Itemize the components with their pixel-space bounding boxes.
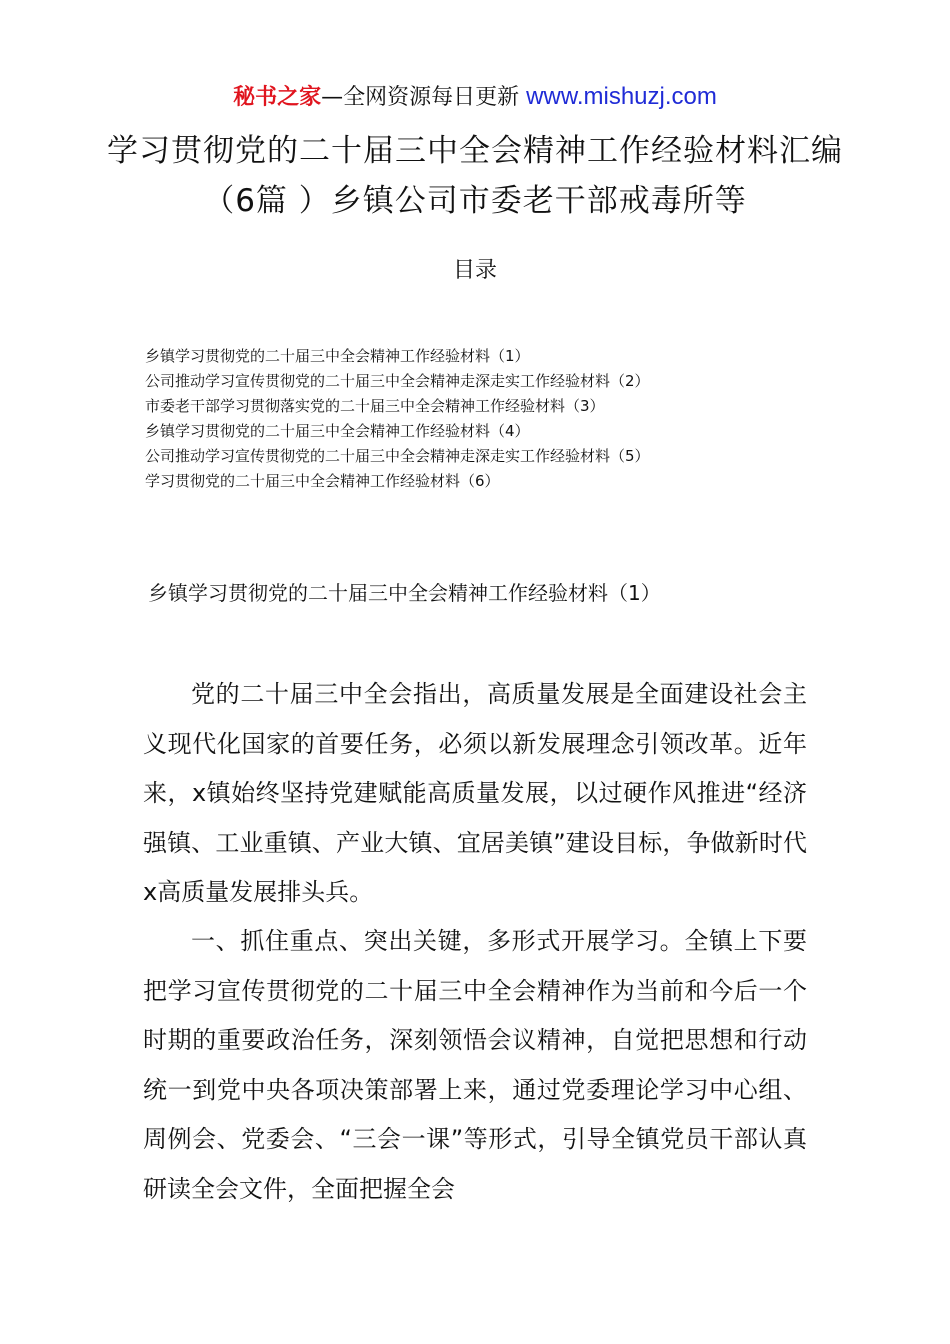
toc-item-3[interactable]: 市委老干部学习贯彻落实党的二十届三中全会精神工作经验材料（3） (145, 397, 605, 415)
site-banner (0, 82, 950, 113)
toc-heading: 目录 (452, 258, 497, 283)
banner-url-link[interactable]: www.mishuzj.com (526, 83, 717, 110)
body-paragraph-1: 党的二十届三中全会指出，高质量发展是全面建设社会主义现代化国家的首要任务，必须以新发展理念引领改革。近年来，x镇始终坚持党建赋能高质量发展，以过硬作风推进“经济强镇、工业重镇、产业大镇、宜居美镇”建设目标，争做新时代x高质量发展排头兵。 (143, 680, 807, 906)
toc-item-4[interactable]: 乡镇学习贯彻党的二十届三中全会精神工作经验材料（4） (145, 422, 530, 440)
toc-item-5[interactable]: 公司推动学习宣传贯彻党的二十届三中全会精神走深走实工作经验材料（5） (145, 447, 650, 465)
banner-tagline: —全网资源每日更新 (321, 85, 520, 110)
banner-brand: 秘书之家 (233, 85, 322, 110)
table-of-contents (145, 344, 845, 494)
body-paragraph-2: 一、抓住重点、突出关键，多形式开展学习。全镇上下要把学习宣传贯彻党的二十届三中全会精神作为当前和今后一个时期的重要政治任务，深刻领悟会议精神，自觉把思想和行动统一到党中央各项决策部署上来，通过党委理论学习中心组、周例会、党委会、“三会一课”等形式，引导全镇党员干部认真研读全会文件，全面把握全会 (143, 927, 807, 1203)
toc-item-1[interactable]: 乡镇学习贯彻党的二十届三中全会精神工作经验材料（1） (145, 347, 530, 365)
toc-item-2[interactable]: 公司推动学习宣传贯彻党的二十届三中全会精神走深走实工作经验材料（2） (145, 372, 650, 390)
document-title: 学习贯彻党的二十届三中全会精神工作经验材料汇编（6篇 ）乡镇公司市委老干部戒毒所等 (107, 133, 843, 219)
toc-item-6[interactable]: 学习贯彻党的二十届三中全会精神工作经验材料（6） (145, 472, 500, 490)
section-title: 乡镇学习贯彻党的二十届三中全会精神工作经验材料（1） (148, 581, 661, 605)
